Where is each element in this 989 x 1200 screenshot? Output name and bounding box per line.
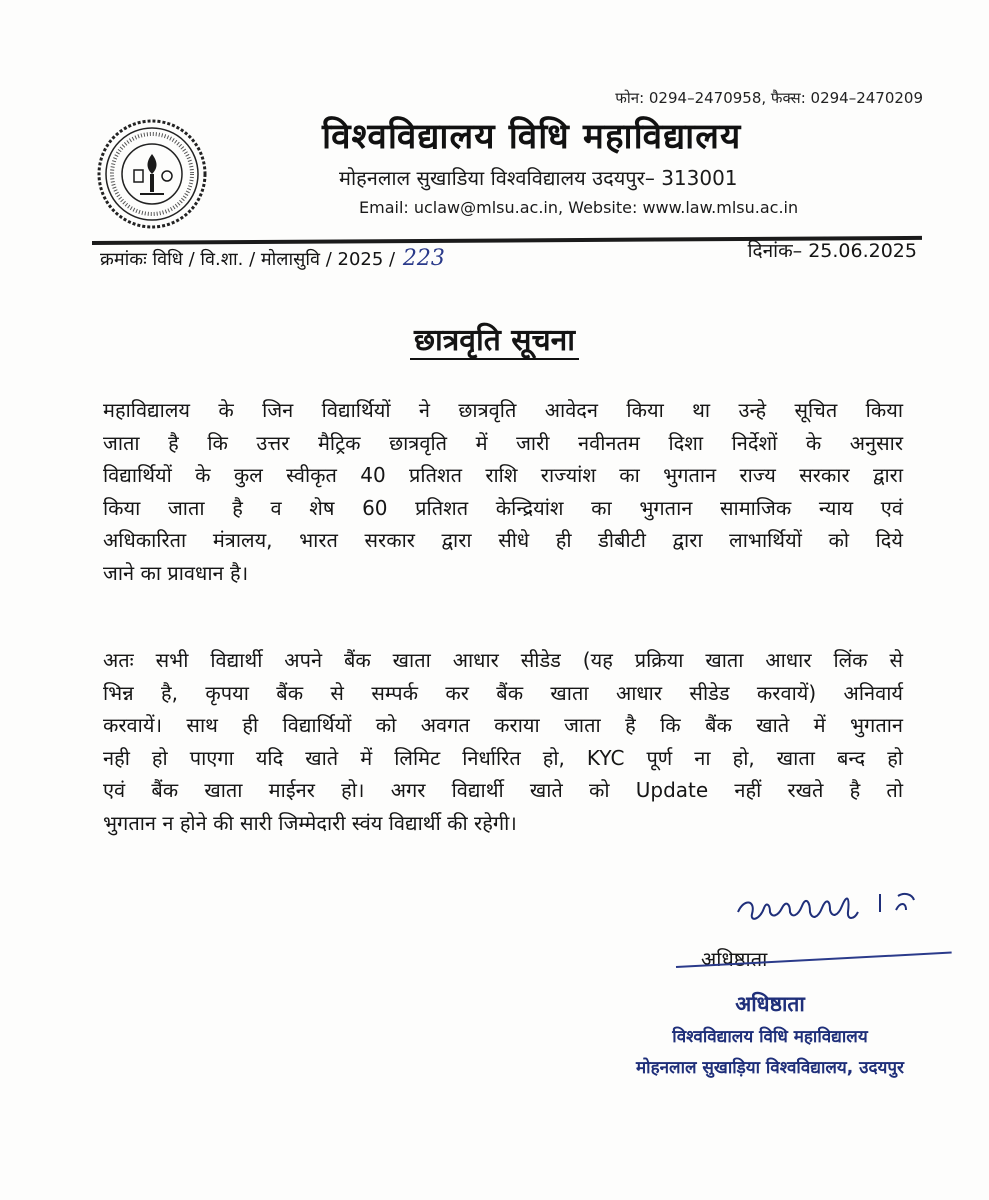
reference-handwritten-number: 223 bbox=[402, 246, 445, 271]
college-name: विश्वविद्यालय विधि महाविद्यालय bbox=[322, 117, 742, 157]
stamp-college-name: विश्वविद्यालय विधि महाविद्यालय bbox=[672, 1027, 868, 1047]
reference-label: क्रमांकः bbox=[100, 249, 147, 270]
official-stamp bbox=[635, 990, 905, 1078]
paragraph-line: जाता है कि उत्तर मैट्रिक छात्रवृति में जारी नवीनतम दिशा निर्देशों के अनुसार bbox=[103, 430, 903, 455]
signatory-title: अधिष्ठाता bbox=[701, 947, 768, 971]
paragraph-line: भुगतान न होने की सारी जिम्मेदारी स्वंय विद्यार्थी की रहेगी। bbox=[103, 810, 517, 835]
notice-title bbox=[0, 318, 989, 359]
paragraph-line: अधिकारिता मंत्रालय, भारत सरकार द्वारा सीधे ही डीबीटी द्वारा लाभार्थियों को दिये bbox=[103, 528, 903, 552]
notice-date: दिनांक– 25.06.2025 bbox=[747, 240, 917, 262]
paragraph-line: जाने का प्रावधान है। bbox=[103, 560, 249, 585]
contact-numbers: फोन: 0294–2470958, फैक्स: 0294–2470209 bbox=[615, 89, 923, 107]
university-address: मोहनलाल सुखाडिया विश्वविद्यालय उदयपुर– 313001 bbox=[339, 166, 738, 190]
paragraph-line: करवायें। साथ ही विद्यार्थियों को अवगत कराया जाता है कि बैंक खाते में भुगतान bbox=[103, 713, 903, 737]
paragraph-line: अतः सभी विद्यार्थी अपने बैंक खाता आधार सीडेड (यह प्रक्रिया खाता आधार लिंक से bbox=[103, 648, 903, 672]
paragraph-line: किया जाता है व शेष 60 प्रतिशत केन्द्रियांश का भुगतान सामाजिक न्याय एवं bbox=[103, 495, 903, 520]
paragraph-line: महाविद्यालय के जिन विद्यार्थियों ने छात्रवृति आवेदन किया था उन्हे सूचित किया bbox=[103, 398, 903, 422]
reference-number bbox=[100, 246, 445, 271]
notice-paragraph-2 bbox=[103, 644, 903, 839]
stamp-university-name: मोहनलाल सुखाड़िया विश्वविद्यालय, उदयपुर bbox=[636, 1058, 904, 1078]
paragraph-line: नही हो पाएगा यदि खाते में लिमिट निर्धारित हो, KYC पूर्ण ना हो, खाता बन्द हो bbox=[103, 745, 903, 770]
email-website-line: Email: uclaw@mlsu.ac.in, Website: www.law.mlsu.ac.in bbox=[359, 198, 799, 217]
paragraph-line: विद्यार्थियों के कुल स्वीकृत 40 प्रतिशत राशि राज्यांश का भुगतान राज्य सरकार द्वारा bbox=[103, 463, 903, 487]
handwritten-signature bbox=[730, 882, 930, 942]
stamp-title: अधिष्ठाता bbox=[735, 992, 805, 1016]
paragraph-line: भिन्न है, कृपया बैंक से सम्पर्क कर बैंक खाता आधार सीडेड करवायें) अनिवार्य bbox=[103, 680, 903, 705]
notice-title-text: छात्रवृति सूचना bbox=[410, 323, 579, 360]
notice-paragraph-1 bbox=[103, 394, 903, 589]
paragraph-line: एवं बैंक खाता माईनर हो। अगर विद्यार्थी खाते को Update नहीं रखते है तो bbox=[103, 778, 903, 802]
reference-code: विधि / वि.शा. / मोलासुवि / 2025 / bbox=[152, 249, 396, 270]
university-seal-icon bbox=[96, 118, 208, 230]
